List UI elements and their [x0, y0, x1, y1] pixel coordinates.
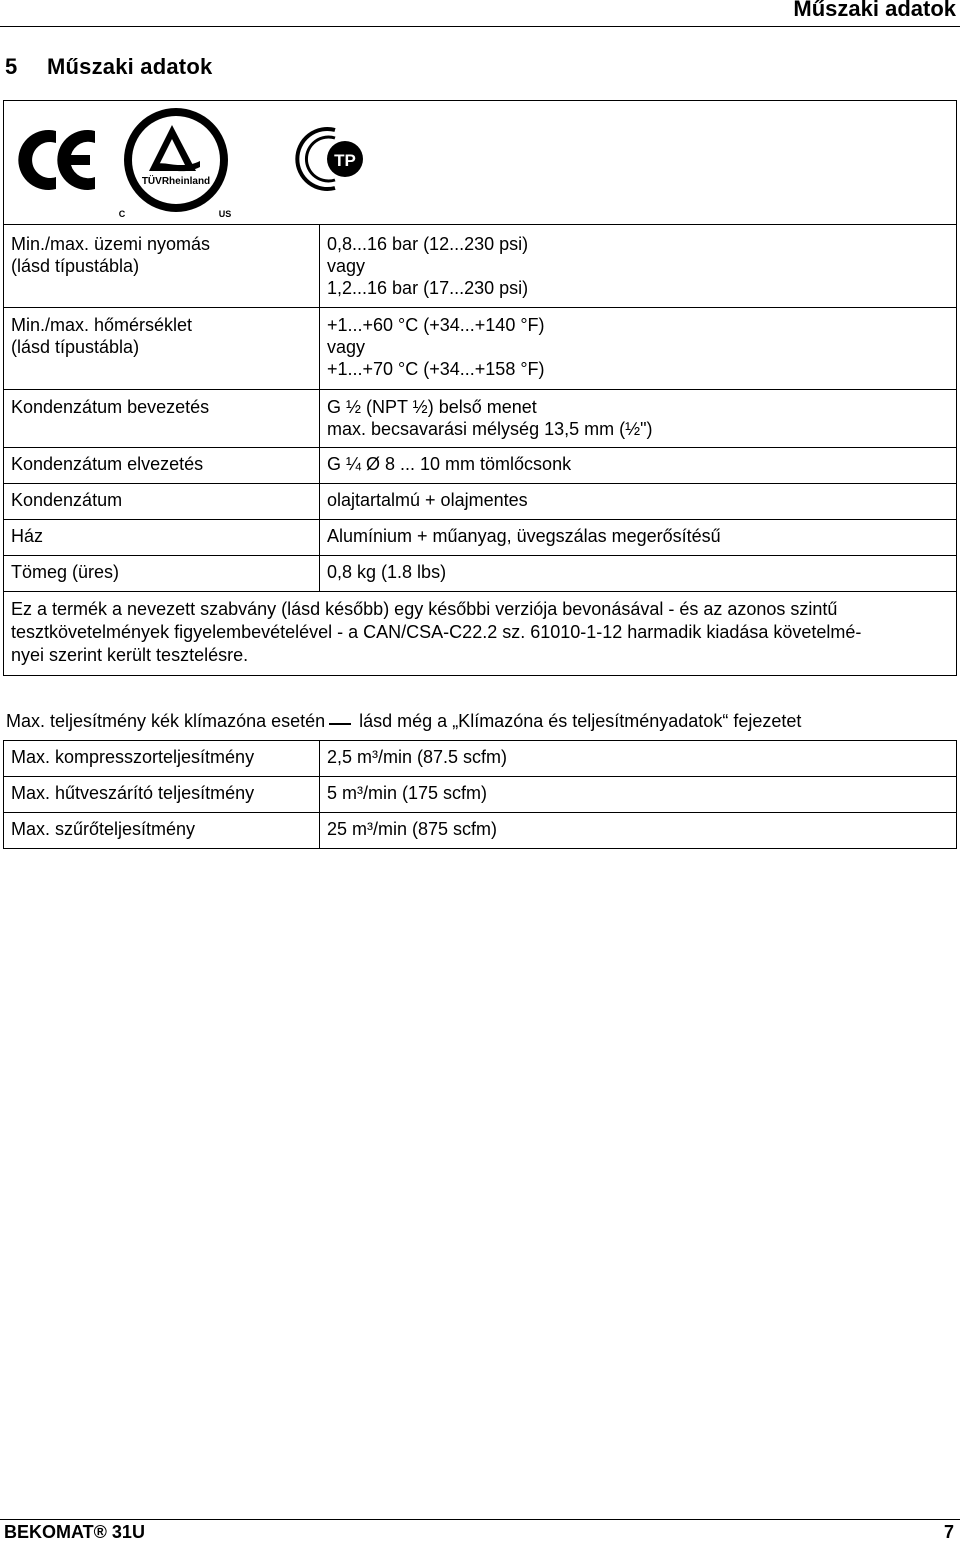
spec-value: Alumínium + műanyag, üvegszálas megerősítésű	[320, 520, 957, 556]
performance-row-filter	[4, 813, 957, 849]
gost-tp-text: TP	[334, 151, 356, 170]
certification-note: Ez a termék a nevezett szabvány (lásd később) egy későbbi verziója bevonásával - és az azonos szintű tesztkövetelmények figyelembevételével - a CAN/CSA-C22.2 sz. 61010-1-12 harmadik kiadása követelmé- nyei szerint került tesztelésre.	[4, 592, 957, 676]
spec-value: 0,8 kg (1.8 lbs)	[320, 556, 957, 592]
section-title: Műszaki adatok	[47, 54, 213, 79]
spec-row-housing	[4, 520, 957, 556]
spec-row-weight	[4, 556, 957, 592]
certification-marks	[4, 101, 287, 225]
running-header-title: Műszaki adatok	[793, 0, 956, 21]
dash-separator	[329, 723, 351, 725]
spec-value: G ½ (NPT ½) belső menet max. becsavarási mélység 13,5 mm (½")	[320, 390, 957, 448]
tuv-brand-text: TÜVRheinland	[141, 176, 211, 187]
ce-mark-icon	[18, 130, 95, 190]
certification-logos	[3, 100, 957, 224]
logo-rule-right	[956, 100, 957, 224]
performance-value: 2,5 m³/min (87.5 scfm)	[320, 741, 957, 777]
certification-note-row	[4, 592, 957, 676]
logo-rule-top	[286, 100, 957, 101]
climate-zone-label: Max. teljesítmény kék klímazóna esetén	[6, 711, 326, 731]
performance-row-compressor	[4, 741, 957, 777]
tuv-c-text: C	[118, 209, 126, 219]
spec-row-pressure	[4, 225, 957, 308]
performance-row-dryer	[4, 777, 957, 813]
footer-product-name: BEKOMAT® 31U	[4, 1522, 145, 1542]
spec-label: Min./max. hőmérséklet (lásd típustábla)	[4, 308, 320, 390]
spec-value: +1...+60 °C (+34...+140 °F) vagy +1...+70 °C (+34...+158 °F)	[320, 308, 957, 390]
spec-value: G ¼ Ø 8 ... 10 mm tömlőcsonk	[320, 448, 957, 484]
spec-row-condensate-inlet	[4, 390, 957, 448]
spec-row-condensate-outlet	[4, 448, 957, 484]
spec-value: olajtartalmú + olajmentes	[320, 484, 957, 520]
tuv-us-text: US	[218, 209, 232, 219]
climate-zone-reference: lásd még a „Klímazóna és teljesítményadatok“ fejezetet	[359, 711, 802, 731]
tuv-rheinland-icon	[112, 108, 240, 221]
performance-value: 25 m³/min (875 scfm)	[320, 813, 957, 849]
header-rule	[0, 26, 960, 27]
spec-label: Ház	[4, 520, 320, 556]
footer-rule	[0, 1519, 960, 1520]
spec-label: Kondenzátum elvezetés	[4, 448, 320, 484]
spec-label: Kondenzátum	[4, 484, 320, 520]
performance-label: Max. kompresszorteljesítmény	[4, 741, 320, 777]
footer-page-number: 7	[943, 1522, 954, 1542]
spec-label: Kondenzátum bevezetés	[4, 390, 320, 448]
performance-value: 5 m³/min (175 scfm)	[320, 777, 957, 813]
performance-table	[3, 740, 957, 849]
spec-row-temperature	[4, 308, 957, 390]
spec-value: 0,8...16 bar (12...230 psi) vagy 1,2...16 bar (17...230 psi)	[320, 225, 957, 308]
performance-label: Max. hűtveszárító teljesítmény	[4, 777, 320, 813]
logo-box	[3, 100, 287, 225]
spec-row-condensate	[4, 484, 957, 520]
spec-label: Tömeg (üres)	[4, 556, 320, 592]
gost-eac-mark-icon	[287, 124, 377, 194]
section-heading	[5, 54, 212, 80]
climate-zone-line	[6, 711, 801, 732]
section-number: 5	[5, 54, 18, 79]
spec-label: Min./max. üzemi nyomás (lásd típustábla)	[4, 225, 320, 308]
specifications-table	[3, 224, 957, 676]
performance-label: Max. szűrőteljesítmény	[4, 813, 320, 849]
